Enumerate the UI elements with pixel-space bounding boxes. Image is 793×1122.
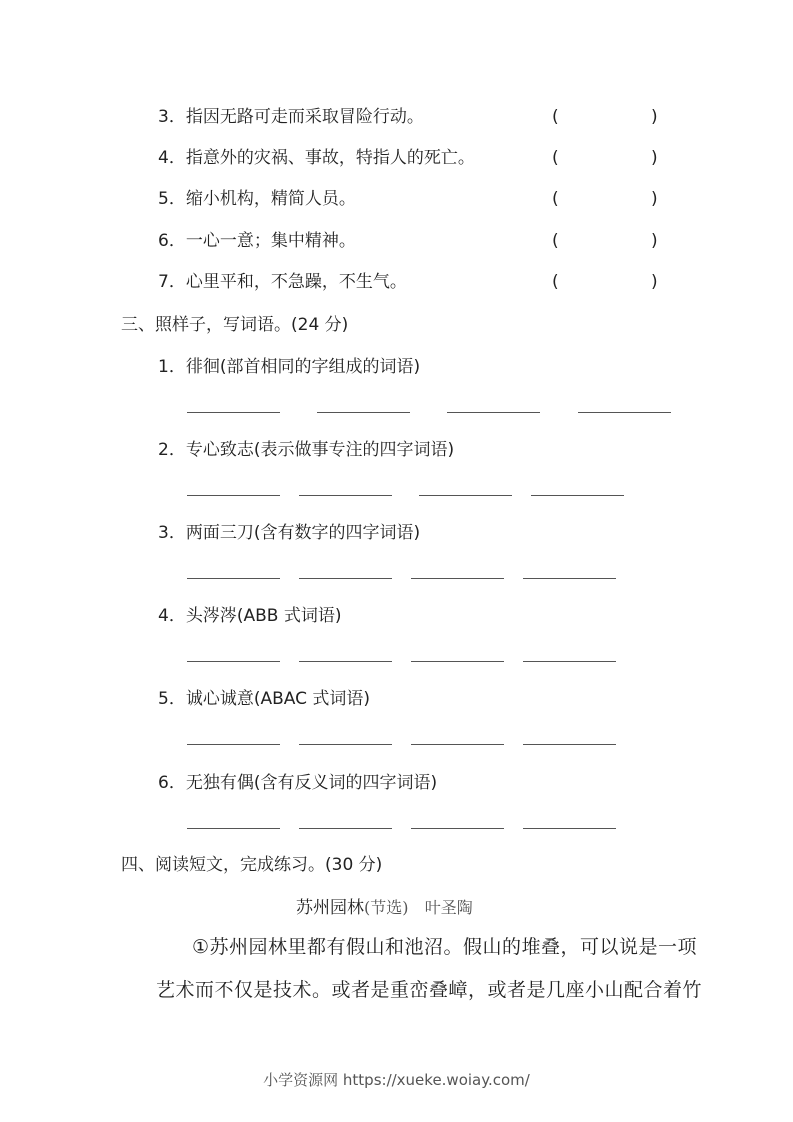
answer-paren-open: (: [552, 148, 559, 168]
item-text: 徘徊(部首相同的字组成的词语): [185, 357, 421, 377]
passage-title-line: [296, 898, 473, 918]
answer-paren-open: (: [552, 189, 559, 209]
item-text: 一心一意；集中精神。: [185, 231, 356, 251]
answer-blank[interactable]: [419, 495, 512, 496]
item-text: 两面三刀(含有数字的四字词语): [185, 523, 421, 543]
item-text: 头涔涔(ABB 式词语): [185, 606, 342, 626]
answer-blank[interactable]: [523, 828, 616, 829]
answer-paren-open: (: [552, 272, 559, 292]
answer-paren-close: ): [651, 148, 658, 168]
answer-blank[interactable]: [523, 744, 616, 745]
word-exercise-item: [158, 440, 454, 460]
answer-paren-close: ): [651, 107, 658, 127]
word-exercise-item: [158, 523, 420, 543]
passage-title: 苏州园林: [296, 898, 364, 918]
word-exercise-item: [158, 606, 341, 626]
answer-blank[interactable]: [317, 412, 410, 413]
passage-author: 叶圣陶: [424, 898, 473, 917]
passage-line: ①苏州园林里都有假山和池沼。假山的堆叠，可以说是一项: [192, 936, 698, 958]
answer-blank[interactable]: [523, 661, 616, 662]
answer-blank[interactable]: [411, 578, 504, 579]
definition-item: [158, 189, 356, 209]
answer-field[interactable]: [565, 231, 650, 251]
answer-blank[interactable]: [411, 828, 504, 829]
answer-blank[interactable]: [299, 828, 392, 829]
item-number: 5．: [158, 689, 186, 709]
section-4-heading: 四、阅读短文，完成练习。(30 分): [121, 855, 383, 875]
answer-blank[interactable]: [523, 578, 616, 579]
answer-paren-open: (: [552, 107, 559, 127]
item-text: 指意外的灾祸、事故，特指人的死亡。: [185, 148, 475, 168]
item-number: 6．: [158, 231, 186, 251]
item-number: 4．: [158, 606, 186, 626]
item-text: 缩小机构，精简人员。: [185, 189, 356, 209]
item-text: 指因无路可走而采取冒险行动。: [185, 107, 424, 127]
definition-item: [158, 272, 407, 292]
answer-blank[interactable]: [187, 661, 280, 662]
item-text: 专心致志(表示做事专注的四字词语): [185, 440, 455, 460]
passage-subtitle: (节选): [364, 898, 409, 917]
answer-blank[interactable]: [187, 744, 280, 745]
answer-paren-close: ): [651, 272, 658, 292]
answer-blank[interactable]: [411, 661, 504, 662]
answer-blank[interactable]: [299, 744, 392, 745]
item-text: 心里平和，不急躁，不生气。: [185, 272, 407, 292]
definition-item: [158, 148, 475, 168]
item-number: 5．: [158, 189, 186, 209]
item-number: 3．: [158, 523, 186, 543]
word-exercise-item: [158, 773, 437, 793]
item-number: 7．: [158, 272, 186, 292]
answer-blank[interactable]: [299, 661, 392, 662]
answer-blank[interactable]: [578, 412, 671, 413]
item-text: 诚心诚意(ABAC 式词语): [185, 689, 370, 709]
answer-blank[interactable]: [187, 578, 280, 579]
footer-watermark: 小学资源网 https://xueke.woiay.com/: [263, 1071, 530, 1089]
item-number: 2．: [158, 440, 186, 460]
answer-field[interactable]: [565, 189, 650, 209]
item-text: 无独有偶(含有反义词的四字词语): [185, 773, 438, 793]
answer-blank[interactable]: [411, 744, 504, 745]
definition-item: [158, 107, 424, 127]
answer-blank[interactable]: [187, 412, 280, 413]
answer-blank[interactable]: [447, 412, 540, 413]
definition-item: [158, 231, 356, 251]
answer-paren-close: ): [651, 231, 658, 251]
answer-field[interactable]: [565, 107, 650, 127]
passage-line: 艺术而不仅是技术。或者是重峦叠嶂，或者是几座小山配合着竹: [156, 979, 703, 1001]
answer-blank[interactable]: [299, 495, 392, 496]
item-number: 6．: [158, 773, 186, 793]
word-exercise-item: [158, 357, 420, 377]
answer-blank[interactable]: [531, 495, 624, 496]
answer-field[interactable]: [565, 272, 650, 292]
word-exercise-item: [158, 689, 370, 709]
answer-field[interactable]: [565, 148, 650, 168]
answer-blank[interactable]: [299, 578, 392, 579]
answer-blank[interactable]: [187, 828, 280, 829]
answer-paren-open: (: [552, 231, 559, 251]
item-number: 3．: [158, 107, 186, 127]
item-number: 4．: [158, 148, 186, 168]
section-3-heading: 三、照样子，写词语。(24 分): [121, 315, 349, 335]
item-number: 1．: [158, 357, 186, 377]
answer-paren-close: ): [651, 189, 658, 209]
answer-blank[interactable]: [187, 495, 280, 496]
